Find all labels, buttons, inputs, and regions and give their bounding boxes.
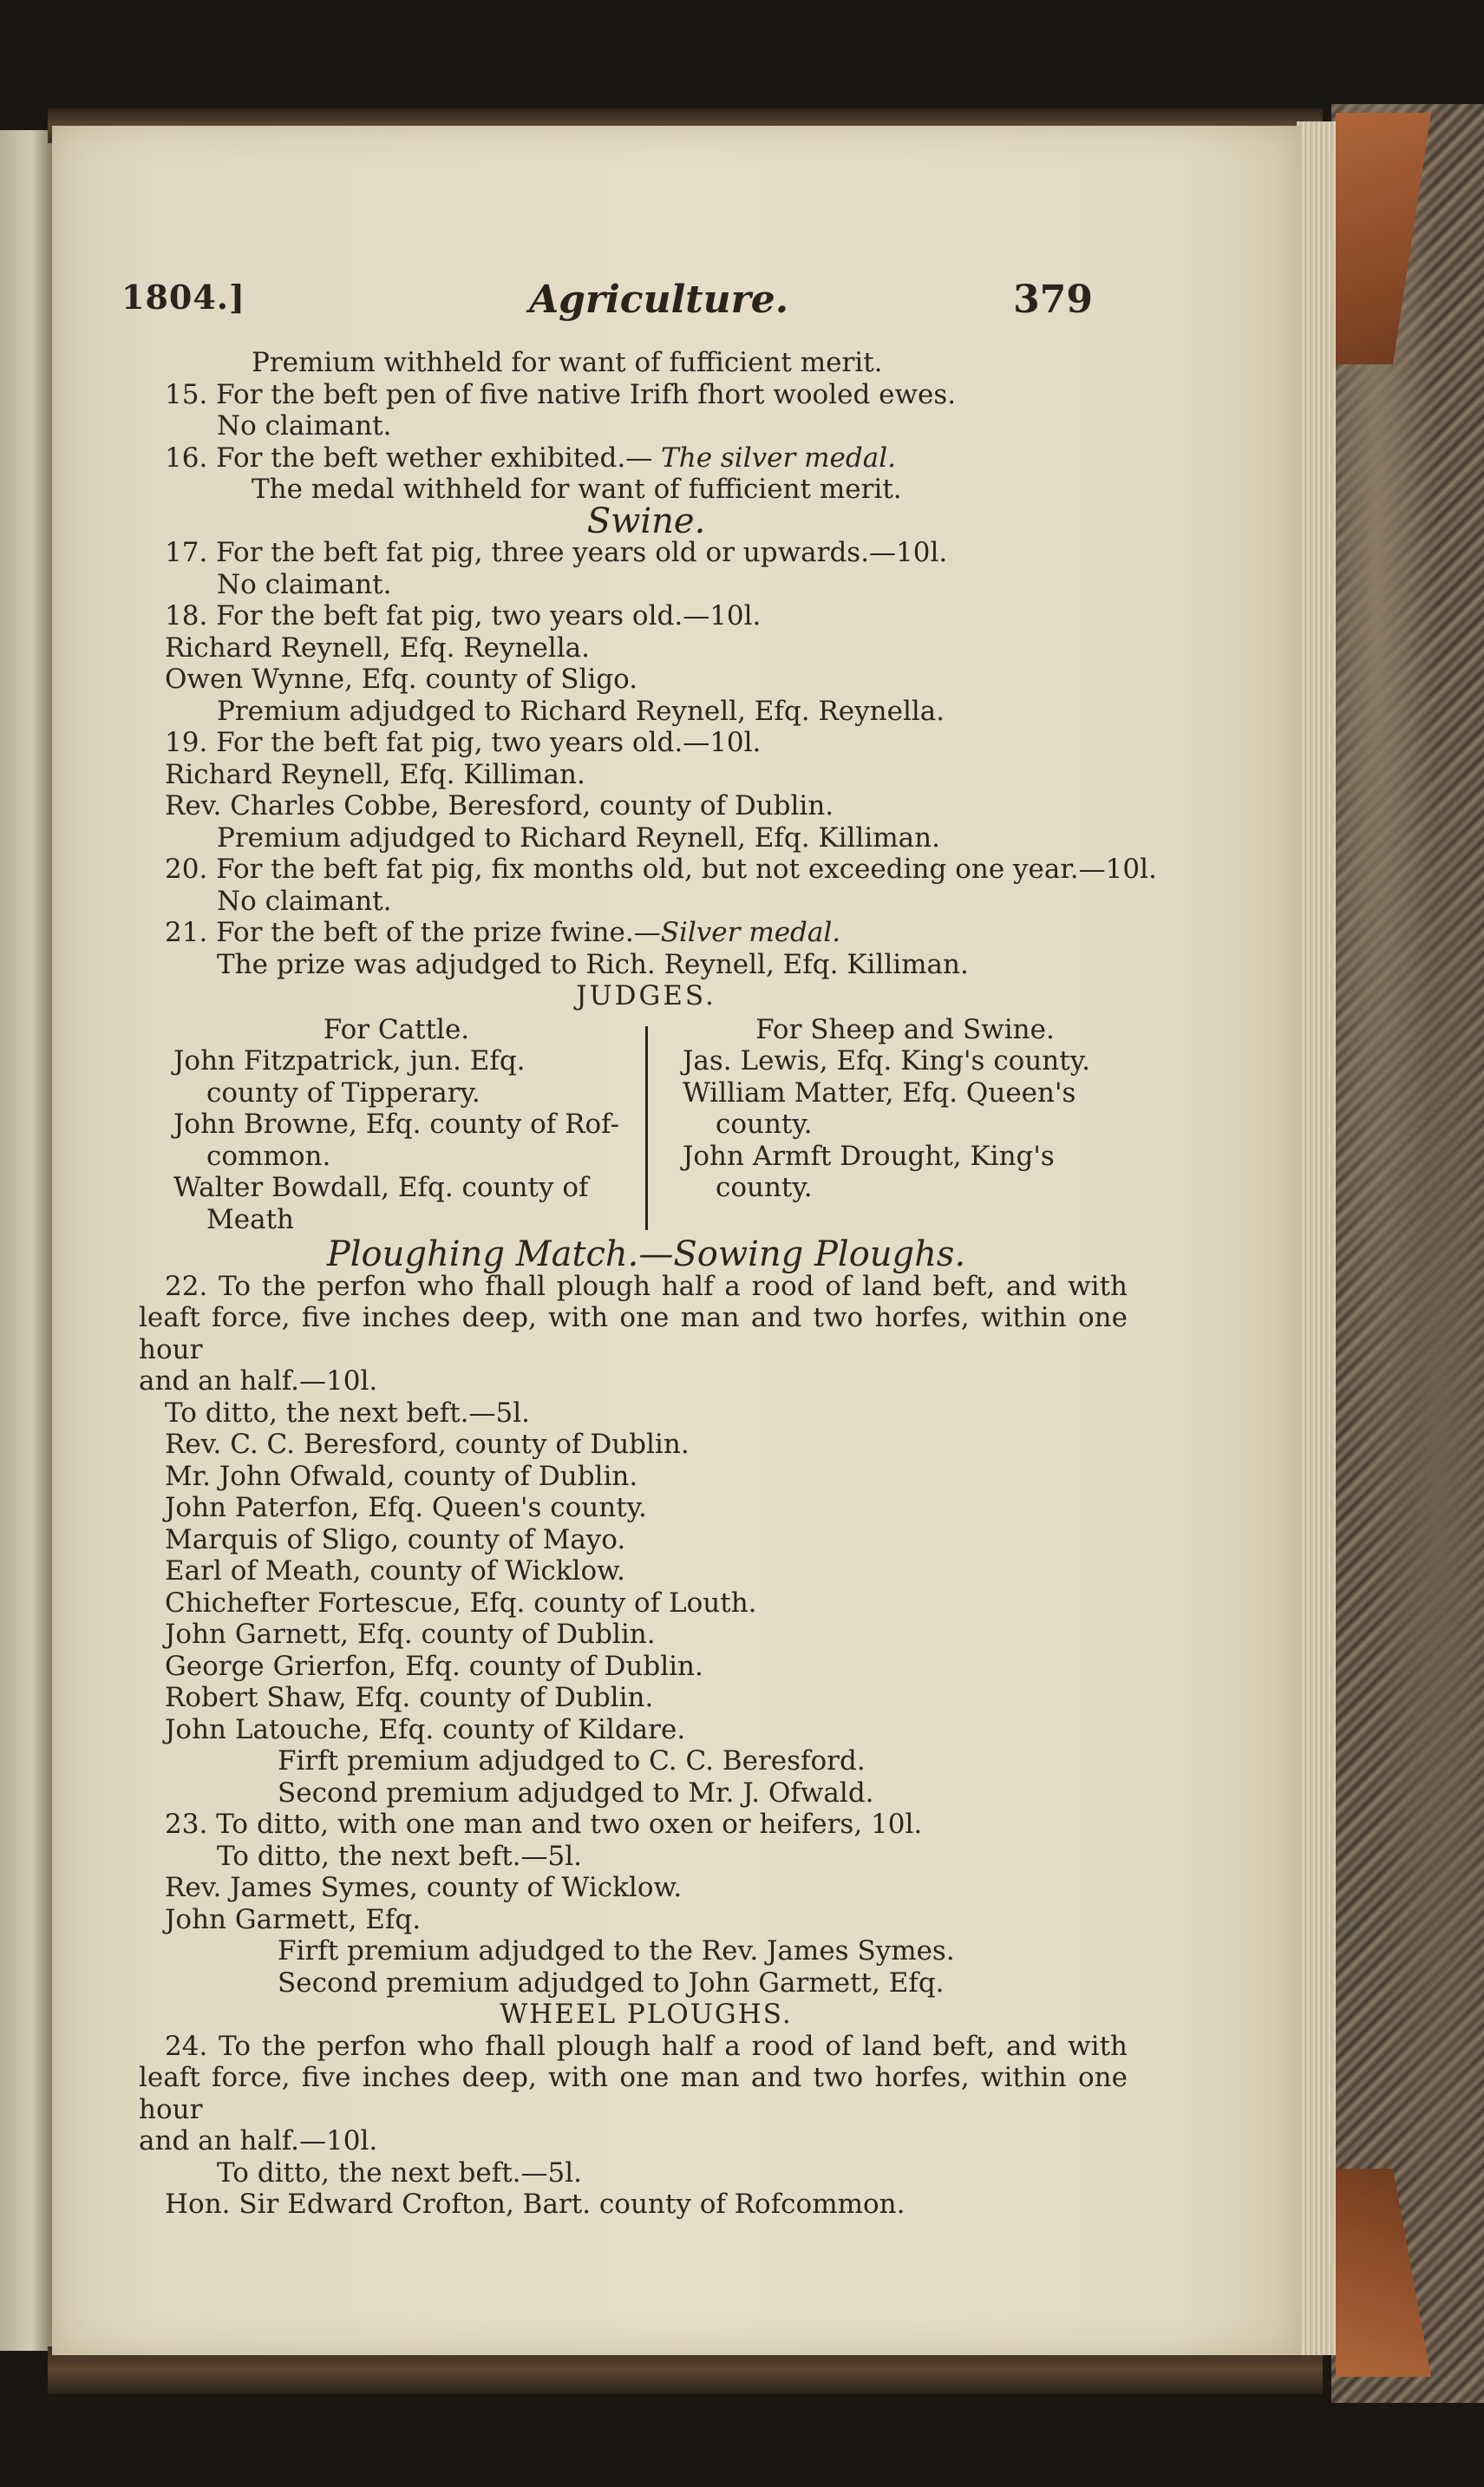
header-year: 1804.] <box>121 278 245 317</box>
text-line: Richard Reynell, Efq. Killiman. <box>165 758 585 790</box>
text-line: The medal withheld for want of fufficient merit. <box>252 474 902 505</box>
judge-line: John Browne, Efq. county of Rof- <box>173 1109 619 1140</box>
medal-text: The silver medal. <box>661 442 896 474</box>
text-line: Firft premium adjudged to C. C. Beresford. <box>278 1745 866 1777</box>
page-edges <box>1297 121 1336 2355</box>
judge-line: John Fitzpatrick, jun. Efq. <box>173 1045 526 1077</box>
judges-cattle <box>165 1014 619 1236</box>
judges-heading: JUDGES. <box>576 980 716 1011</box>
entry-line: 19. For the beft fat pig, two years old.—10l. <box>165 727 762 758</box>
running-header <box>121 278 1093 330</box>
header-title: Agriculture. <box>529 278 789 322</box>
text-line: The prize was adjudged to Rich. Reynell, Efq. Killiman. <box>217 948 969 980</box>
entry-text: 16. For the beft wether exhibited.— <box>165 442 662 474</box>
text-line: To ditto, the next beft.—5l. <box>217 1840 583 1872</box>
text-line: Richard Reynell, Efq. Reynella. <box>165 632 590 664</box>
judges-cattle-heading: For Cattle. <box>323 1013 470 1045</box>
entry-line: 22. To the perfon who fhall plough half a rood of land beft, and with <box>165 1270 1128 1302</box>
judge-line: William Matter, Efq. Queen's <box>682 1077 1076 1109</box>
column-divider <box>645 1026 648 1231</box>
entry-line: 24. To the perfon who fhall plough half a rood of land beft, and with <box>165 2030 1128 2062</box>
text-line: Rev. James Symes, county of Wicklow. <box>165 1872 683 1903</box>
text-line: John Paterfon, Efq. Queen's county. <box>165 1492 647 1523</box>
text-line: To ditto, the next beft.—5l. <box>165 1397 531 1429</box>
text-line: Firft premium adjudged to the Rev. James Symes. <box>278 1935 955 1967</box>
judge-line: county. <box>715 1109 813 1140</box>
page-body <box>139 347 1157 2221</box>
text-line: Second premium adjudged to John Garmett, Efq. <box>278 1967 945 1999</box>
text-line: Hon. Sir Edward Crofton, Bart. county of Rofcommon. <box>165 2189 905 2220</box>
judge-line: county of Tipperary. <box>206 1077 481 1109</box>
text-line: Owen Wynne, Efq. county of Sligo. <box>165 664 638 695</box>
judges-columns <box>165 1014 1128 1236</box>
text-line: To ditto, the next beft.—5l. <box>217 2156 583 2189</box>
text-line: Chichefter Fortescue, Efq. county of Louth. <box>165 1587 757 1619</box>
text-line: Premium withheld for want of fufficient merit. <box>252 347 883 378</box>
text-line: John Garnett, Efq. county of Dublin. <box>165 1619 656 1650</box>
text-line: Second premium adjudged to Mr. J. Ofwald. <box>278 1777 874 1809</box>
text-line: No claimant. <box>217 885 392 917</box>
left-page-edge <box>0 130 52 2351</box>
text-line: and an half.—10l. <box>139 2125 378 2156</box>
text-line: Rev. Charles Cobbe, Beresford, county of Dublin. <box>165 790 834 821</box>
entry-text: 21. For the beft of the prize fwine.— <box>165 917 661 948</box>
text-line: Marquis of Sligo, county of Mayo. <box>165 1523 626 1555</box>
judge-line: John Armft Drought, King's <box>682 1140 1055 1172</box>
text-line: Premium adjudged to Richard Reynell, Efq. Killiman. <box>217 821 940 854</box>
text-line: John Garmett, Efq. <box>165 1903 422 1935</box>
text-line: Robert Shaw, Efq. county of Dublin. <box>165 1682 654 1713</box>
entry-line: 23. To ditto, with one man and two oxen or heifers, 10l. <box>165 1809 923 1840</box>
judge-line: common. <box>206 1140 331 1172</box>
entry-line <box>165 917 1128 949</box>
judges-sheep-swine <box>683 1014 1128 1236</box>
text-line: Rev. C. C. Beresford, county of Dublin. <box>165 1429 690 1460</box>
medal-text: Silver medal. <box>660 917 841 948</box>
judge-line: Jas. Lewis, Efq. King's county. <box>682 1045 1090 1077</box>
judges-sheep-heading: For Sheep and Swine. <box>755 1013 1055 1045</box>
book-cover <box>1331 104 1484 2403</box>
text-line: and an half.—10l. <box>139 1365 378 1397</box>
text-line: Earl of Meath, county of Wicklow. <box>165 1555 625 1587</box>
text-line: leaft force, five inches deep, with one man and two horfes, within one hour <box>139 1302 1128 1365</box>
text-line: George Grierfon, Efq. county of Dublin. <box>165 1650 703 1682</box>
entry-line <box>165 442 1128 474</box>
section-heading-swine: Swine. <box>586 501 706 541</box>
text-line: No claimant. <box>217 410 392 442</box>
entry-line: 17. For the beft fat pig, three years old or upwards.—10l. <box>165 537 948 568</box>
section-heading-ploughing: Ploughing Match.—Sowing Ploughs. <box>326 1234 966 1274</box>
page-number: 379 <box>1013 278 1093 322</box>
entry-line: 20. For the beft fat pig, fix months old, but not exceeding one year.—10l. <box>165 854 1157 885</box>
text-line: John Latouche, Efq. county of Kildare. <box>165 1713 686 1745</box>
judge-line: Walter Bowdall, Efq. county of <box>173 1172 589 1203</box>
entry-line: 15. For the beft pen of five native Irifh fhort wooled ewes. <box>165 378 957 410</box>
text-line: leaft force, five inches deep, with one man and two horfes, within one hour <box>139 2062 1128 2125</box>
judge-line: county. <box>715 1172 813 1203</box>
entry-line: 18. For the beft fat pig, two years old.—10l. <box>165 600 762 632</box>
section-heading-wheel-ploughs: WHEEL PLOUGHS. <box>500 1999 793 2030</box>
text-line: Mr. John Ofwald, county of Dublin. <box>165 1460 638 1492</box>
text-line: Premium adjudged to Richard Reynell, Efq. Reynella. <box>217 695 945 727</box>
text-line: No claimant. <box>217 568 392 600</box>
judge-line: Meath <box>206 1203 294 1235</box>
